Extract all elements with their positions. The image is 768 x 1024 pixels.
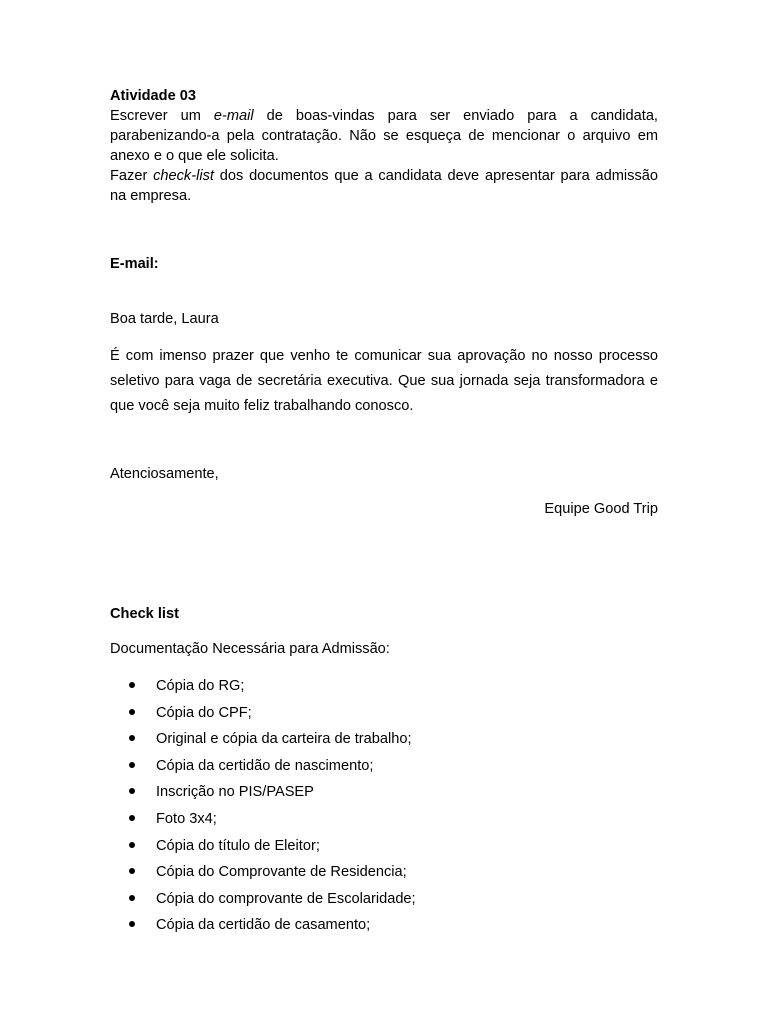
list-item [110, 889, 658, 916]
email-heading: E-mail: [110, 256, 159, 272]
list-item-label: Cópia do CPF; [156, 704, 252, 721]
list-item [110, 703, 658, 730]
bullet-icon [129, 709, 135, 715]
activity-instruction-checklist-post: dos documentos que a candidata deve apresentar para admissão na empresa. [110, 168, 658, 204]
bullet-icon [129, 762, 135, 768]
bullet-icon [129, 788, 135, 794]
bullet-icon [129, 921, 135, 927]
checklist-heading: Check list [110, 606, 179, 622]
list-item [110, 915, 658, 942]
list-item-label: Original e cópia da carteira de trabalho; [156, 731, 412, 748]
email-greeting: Boa tarde, Laura [110, 311, 219, 327]
list-item-label: Cópia da certidão de nascimento; [156, 757, 374, 774]
list-item [110, 782, 658, 809]
email-signature: Equipe Good Trip [544, 501, 658, 517]
list-item-label: Cópia do Comprovante de Residencia; [156, 864, 407, 881]
checklist-list [110, 676, 658, 942]
list-item [110, 862, 658, 889]
checklist-intro: Documentação Necessária para Admissão: [110, 641, 390, 657]
list-item-label: Cópia da certidão de casamento; [156, 917, 371, 934]
list-item [110, 729, 658, 756]
activity-instruction-email-pre: Escrever um [110, 108, 214, 124]
activity-instruction-email-italic: e-mail [213, 108, 254, 124]
list-item-label: Cópia do título de Eleitor; [156, 837, 320, 854]
list-item-label: Cópia do RG; [156, 678, 245, 694]
list-item [110, 836, 658, 863]
list-item-label: Cópia do comprovante de Escolaridade; [156, 890, 416, 907]
activity-section [110, 86, 658, 206]
activity-instruction-email [110, 106, 658, 166]
list-item-label: Inscrição no PIS/PASEP [156, 784, 314, 801]
email-body: É com imenso prazer que venho te comunicar sua aprovação no nosso processo seletivo para vaga de secretária executiva. Que sua jornada seja transformadora e que você seja muito feliz trabalhando conosco. [110, 348, 658, 414]
email-closing: Atenciosamente, [110, 466, 219, 482]
activity-instruction-checklist-italic: check-list [153, 168, 214, 184]
activity-title: Atividade 03 [110, 88, 196, 104]
list-item [110, 809, 658, 836]
activity-instruction-checklist-pre: Fazer [110, 168, 154, 184]
bullet-icon [129, 868, 135, 874]
bullet-icon [129, 895, 135, 901]
bullet-icon [129, 735, 135, 741]
bullet-icon [129, 682, 135, 688]
bullet-icon [129, 815, 135, 821]
activity-instruction-email-post: de boas-vindas para ser enviado para a candidata, parabenizando-a pela contratação. Não se esqueça de mencionar o arquivo em anexo e o que ele solicita. [110, 108, 658, 164]
list-item [110, 676, 658, 703]
activity-instruction-checklist [110, 166, 658, 206]
bullet-icon [129, 842, 135, 848]
list-item-label: Foto 3x4; [156, 810, 217, 827]
list-item [110, 756, 658, 783]
